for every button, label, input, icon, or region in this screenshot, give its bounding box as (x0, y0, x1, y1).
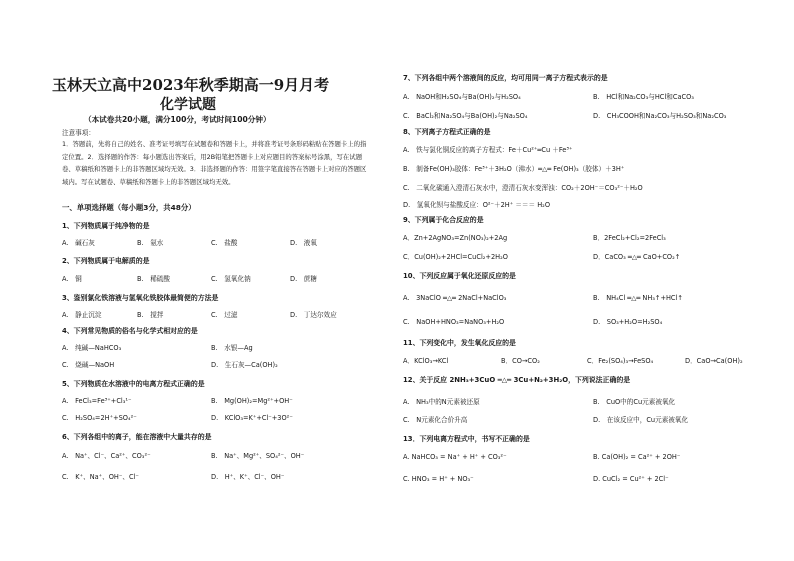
question-stem: 3、鉴别氯化铁溶液与氢氧化铁胶体最简便的方法是 (62, 294, 219, 302)
option-d: D. 在该反应中，Cu元素被氧化 (593, 416, 689, 424)
option-c: C. N元素化合价升高 (403, 416, 468, 424)
option-a: A. NH₃中的N元素被还原 (403, 398, 480, 406)
option-b: B. 水银—Ag (211, 344, 253, 352)
option-b: B. Mg(OH)₂=Mg²⁺+OH⁻ (211, 397, 293, 405)
option-c: C. 过滤 (211, 311, 238, 319)
question-stem: 10、下列反应属于氧化还原反应的是 (403, 272, 516, 280)
question-stem: 13．下列电离方程式中，书写不正确的是 (403, 435, 530, 443)
question-stem: 9、下列属于化合反应的是 (403, 216, 484, 224)
option-b: B. 制备Fe(OH)₃胶体：Fe³⁺＋3H₂O（沸水）═△═ Fe(OH)₃（胶体）＋3H⁺ (403, 165, 625, 173)
option-b: B．2FeCl₂+Cl₂=2FeCl₃ (593, 234, 666, 242)
option-c: C. NaOH+HNO₃=NaNO₃+H₂O (403, 318, 505, 326)
exam-subtitle: 化学试题 (160, 97, 216, 113)
question-stem: 1、下列物质属于纯净物的是 (62, 222, 150, 230)
option-b: B．CO→CO₂ (501, 357, 540, 365)
option-c: C. 盐酸 (211, 239, 238, 247)
option-d: D．CaO→Ca(OH)₂ (685, 357, 743, 365)
option-b: B. Na⁺、Mg²⁺、SO₄²⁻、OH⁻ (211, 452, 305, 460)
option-d: D. 液氧 (290, 239, 317, 247)
option-c: C．Fe₂(SO₄)₃→FeSO₄ (587, 357, 654, 365)
option-c: C. HNO₃ = H⁺ + NO₃⁻ (403, 475, 474, 483)
option-d: D．CaCO₃ ═△═ CaO+CO₂↑ (593, 253, 681, 261)
exam-title: 玉林天立高中2023年秋季期高一9月月考 (52, 76, 330, 94)
question-stem: 8、下列离子方程式正确的是 (403, 128, 491, 136)
option-a: A. 铁与氯化铜反应的离子方程式：Fe＋Cu²⁺═Cu ＋Fe³⁺ (403, 146, 573, 154)
option-d: D. H⁺、K⁺、Cl⁻、OH⁻ (211, 473, 285, 481)
option-d: D. 氢氧化钡与盐酸反应：O²⁻＋2H⁺ ＝＝＝ H₂O (403, 201, 551, 209)
option-a: A. 静止沉淀 (62, 311, 102, 319)
option-a: A. Na⁺、Cl⁻、Ca²⁺、CO₃²⁻ (62, 452, 151, 460)
option-b: B. NH₄Cl ═△═ NH₃↑+HCl↑ (593, 294, 683, 302)
question-stem: 12、关于反应 2NH₃+3CuO ═△═ 3Cu+N₂+3H₂O，下列说法正确的是 (403, 376, 631, 384)
option-b: B. 搅拌 (137, 311, 164, 319)
option-c: C. H₂SO₄=2H⁺+SO₄²⁻ (62, 414, 137, 422)
option-c: C. 氢氧化钠 (211, 275, 251, 283)
option-b: B. 氨水 (137, 239, 164, 247)
section-heading: 一、单项选择题（每小题3分，共48分） (62, 203, 196, 212)
option-d: D. CuCl₂ = Cu²⁺ + 2Cl⁻ (593, 475, 669, 483)
question-stem: 7、下列各组中两个溶液间的反应，均可用同一离子方程式表示的是 (403, 74, 608, 82)
option-c: C. 烧碱—NaOH (62, 361, 115, 369)
option-d: D. CH₃COOH和Na₂CO₃与H₂SO₃和Na₂CO₃ (593, 112, 727, 120)
option-d: D. SO₃+H₂O=H₂SO₄ (593, 318, 663, 326)
option-a: A. NaHCO₃ = Na⁺ + H⁺ + CO₃²⁻ (403, 453, 507, 461)
option-c: C. K⁺、Na⁺、OH⁻、Cl⁻ (62, 473, 139, 481)
option-c: C．Cu(OH)₂+2HCl=CuCl₂+2H₂O (403, 253, 508, 261)
exam-info: （本试卷共20小题，满分100分，考试时间100分钟） (84, 115, 271, 124)
option-a: A．KClO₃→KCl (403, 357, 449, 365)
option-c: C. 二氧化碳通入澄清石灰水中，澄清石灰水变浑浊：CO₂＋2OH⁻＝CO₃²⁻＋H₂O (403, 184, 643, 192)
option-a: A. 铜 (62, 275, 82, 283)
option-a: A. FeCl₃=Fe³⁺+Cl₃¹⁻ (62, 397, 132, 405)
question-stem: 2、下列物质属于电解质的是 (62, 257, 150, 265)
option-b: B. CuO中的Cu元素被氧化 (593, 398, 676, 406)
option-b: B. 稀硫酸 (137, 275, 170, 283)
question-stem: 6、下列各组中的离子，能在溶液中大量共存的是 (62, 433, 212, 441)
question-stem: 4、下列常见物质的俗名与化学式相对应的是 (62, 327, 198, 335)
question-stem: 5、下列物质在水溶液中的电离方程式正确的是 (62, 380, 205, 388)
option-b: B. HCl和Na₂CO₃与HCl和CaCO₃ (593, 93, 694, 101)
option-a: A. 纯碱—NaHCO₃ (62, 344, 122, 352)
option-d: D. KClO₃=K⁺+Cl⁻+3O²⁻ (211, 414, 293, 422)
notice-text: 1．答题前，先将自己的姓名、准考证号填写在试题卷和答题卡上，并将准考证号条形码粘贴在答题卡上的指定位置。2．选择题的作答：每小题选出答案后，用2B铅笔把答题卡上对应题目的答案标号涂黑，写在试题卷、草稿纸和答题卡上的非答题区域均无效。3．非选择题的作答：用签字笔直接答在答题卡上对应的答题区域内。写在试题卷、草稿纸和答题卡上的非答题区域均无效。 (62, 140, 367, 186)
option-d: D. 蔗糖 (290, 275, 317, 283)
option-a: A．Zn+2AgNO₃=Zn(NO₃)₂+2Ag (403, 234, 508, 242)
question-stem: 11、下列变化中，发生氧化反应的是 (403, 339, 516, 347)
notice-heading: 注意事项： (62, 129, 95, 137)
option-a: A. 3NaClO ═△═ 2NaCl+NaClO₃ (403, 294, 507, 302)
option-d: D. 生石灰—Ca(OH)₂ (211, 361, 278, 369)
option-a: A. NaOH和H₂SO₄与Ba(OH)₂与H₂SO₄ (403, 93, 521, 101)
option-c: C. BaCl₂和Na₂SO₄与Ba(OH)₂与Na₂SO₄ (403, 112, 528, 120)
option-d: D. 丁达尔效应 (290, 311, 337, 319)
option-a: A. 碱石灰 (62, 239, 95, 247)
option-b: B. Ca(OH)₂ = Ca²⁺ + 2OH⁻ (593, 453, 681, 461)
